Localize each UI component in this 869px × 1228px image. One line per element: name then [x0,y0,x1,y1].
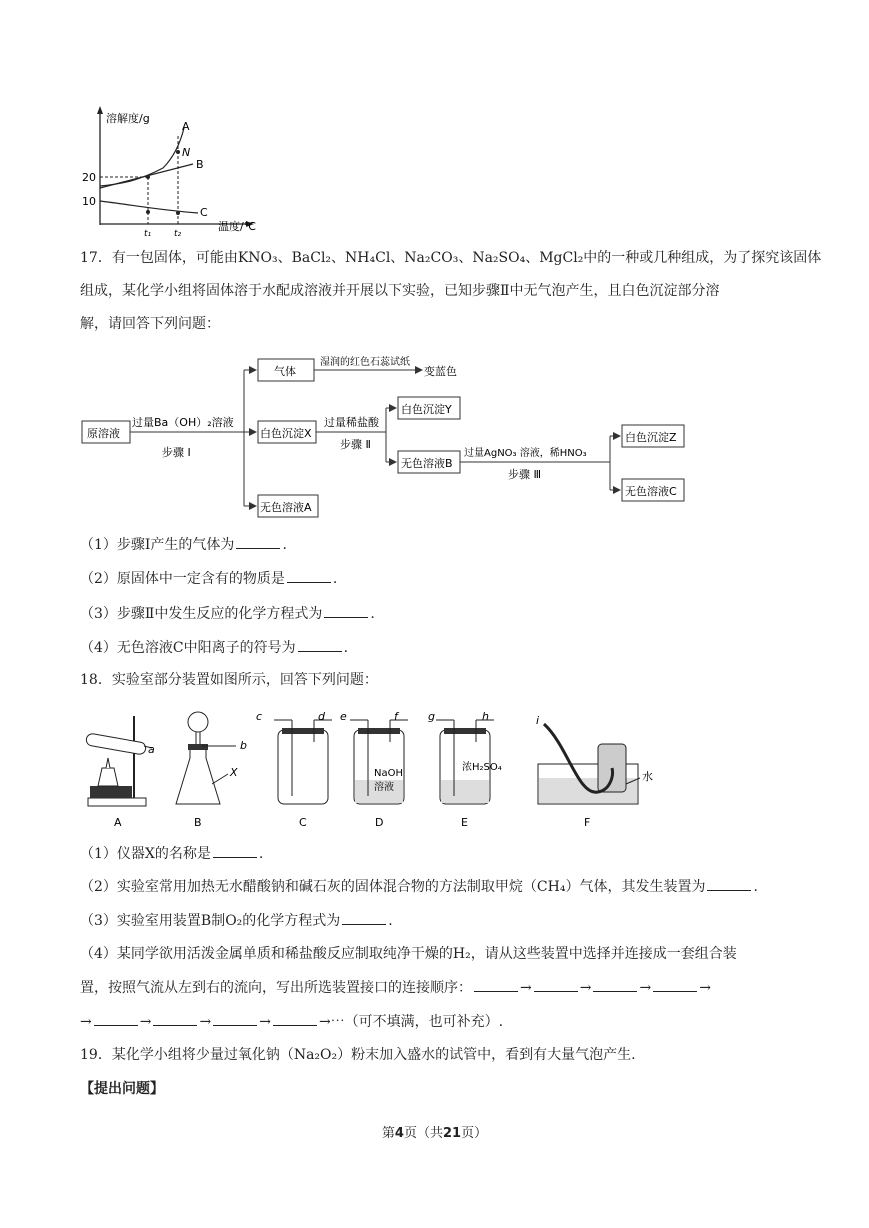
label-white-ppt-x: 白色沉淀X [260,427,312,440]
apparatus-d [340,710,408,804]
label-original-solution: 原溶液 [87,427,120,440]
port-label-b: b [240,739,247,752]
naoh-solution-label: 溶液 [374,782,394,793]
q18-sub-4-line-2: 置，按照气流从左到右的流向，写出所选装置接口的连接顺序： → → → → [80,977,711,998]
page-footer: 第4页（共21页） [381,1126,488,1141]
answer-blank[interactable] [213,1011,257,1026]
curve-label-a: A [182,120,190,133]
port-label-g: g [428,710,435,723]
answer-blank[interactable] [707,876,751,891]
label-turns-blue: 变蓝色 [424,365,457,378]
apparatus-label-f: F [584,816,591,829]
q17-sub-2: （2）原固体中一定含有的物质是 . [80,568,337,589]
answer-blank[interactable] [287,568,331,583]
label-colorless-c: 无色溶液C [625,485,677,498]
port-label-e: e [340,710,347,723]
label-reagent1: 过量Ba（OH）₂溶液 [132,416,234,429]
answer-blank[interactable] [324,603,368,618]
apparatus-f [536,714,653,804]
apparatus-label-e: E [461,816,468,829]
solubility-graph [78,100,278,238]
curve-label-n: N [182,146,191,159]
port-label-c: c [256,710,263,723]
answer-blank[interactable] [474,977,518,992]
curve-label-c: C [200,206,208,219]
label-white-ppt-z: 白色沉淀Z [625,431,677,444]
answer-blank[interactable] [236,534,280,549]
label-step3: 步骤 Ⅲ [508,468,542,481]
water-label: 水 [642,770,653,783]
port-label-i: i [536,714,540,727]
answer-blank[interactable] [298,637,342,652]
answer-blank[interactable] [534,977,578,992]
apparatus-b [176,712,247,804]
q17-sub-1: （1）步骤Ⅰ产生的气体为 . [80,534,287,555]
answer-blank[interactable] [653,977,697,992]
apparatus-e [428,710,502,804]
apparatus-label-d: D [375,816,384,829]
h2so4-label: 浓H₂SO₄ [462,762,502,773]
answer-blank[interactable] [213,843,257,858]
label-gas: 气体 [274,365,296,378]
port-label-f: f [394,710,398,723]
q18-apparatus-figure [78,706,668,830]
q17-flowchart [78,350,688,520]
answer-blank[interactable] [153,1011,197,1026]
q17-intro-line-3: 解，请回答下列问题： [80,316,220,332]
q18-intro: 18．实验室部分装置如图所示，回答下列问题： [80,672,378,688]
apparatus-c [256,710,332,804]
x-tick-t1: t₁ [144,229,152,238]
apparatus-label-b: B [194,816,202,829]
q18-sub-1: （1）仪器X的名称是 . [80,843,263,864]
q18-sub-4-line-1: （4）某同学欲用活泼金属单质和稀盐酸反应制取纯净干燥的H₂，请从这些装置中选择并连接成一套组合装 [80,946,737,962]
page-total: 21 [442,1126,462,1141]
label-step1: 步骤 Ⅰ [162,446,191,459]
y-tick-10: 10 [82,195,96,208]
x-tick-t2: t₂ [174,229,182,238]
q19-heading: 【提出问题】 [80,1081,164,1097]
naoh-label: NaOH [374,768,403,779]
label-reagent3: 过量AgNO₃ 溶液，稀HNO₃ [464,448,587,459]
port-label-h: h [482,710,489,723]
q17-intro-line-2: 组成，某化学小组将固体溶于水配成溶液并开展以下实验，已知步骤Ⅱ中无气泡产生，且白色沉淀部分溶 [80,283,720,299]
q18-sub-3: （3）实验室用装置B制O₂的化学方程式为 . [80,910,393,931]
answer-blank[interactable] [593,977,637,992]
apparatus-a [85,716,155,806]
q18-sub-4-line-3: → → → → →⋯（可不填满，也可补充）. [80,1011,503,1032]
label-litmus: 湿润的红色石蕊试纸 [320,357,410,368]
port-label-d: d [318,710,325,723]
label-step2: 步骤 Ⅱ [340,438,371,451]
q17-intro-line-1: 17．有一包固体，可能由KNO₃、BaCl₂、NH₄Cl、Na₂CO₃、Na₂SO₄、MgCl₂中的一种或几种组成，为了探究该固体 [80,250,822,266]
apparatus-label-c: C [299,816,307,829]
graph-ylabel: 溶解度/g [106,112,150,125]
q17-sub-3: （3）步骤Ⅱ中发生反应的化学方程式为 . [80,603,375,624]
y-tick-20: 20 [82,171,96,184]
graph-xlabel: 温度/℃ [218,220,257,233]
instrument-x-label: X [230,766,238,779]
page-number: 4 [394,1126,404,1141]
answer-blank[interactable] [273,1011,317,1026]
port-label-a: a [148,743,155,756]
q17-sub-4: （4）无色溶液C中阳离子的符号为 . [80,637,348,658]
apparatus-label-a: A [114,816,122,829]
q19-intro: 19．某化学小组将少量过氧化钠（Na₂O₂）粉末加入盛水的试管中，看到有大量气泡产生. [80,1047,636,1063]
curve-label-b: B [196,158,204,171]
label-colorless-a: 无色溶液A [260,501,312,514]
answer-blank[interactable] [94,1011,138,1026]
label-reagent2: 过量稀盐酸 [324,416,379,429]
answer-blank[interactable] [342,910,386,925]
q18-sub-2: （2）实验室常用加热无水醋酸钠和碱石灰的固体混合物的方法制取甲烷（CH₄）气体，其发生装置为 . [80,876,758,897]
label-white-ppt-y: 白色沉淀Y [401,403,452,416]
label-colorless-b: 无色溶液B [401,457,453,470]
